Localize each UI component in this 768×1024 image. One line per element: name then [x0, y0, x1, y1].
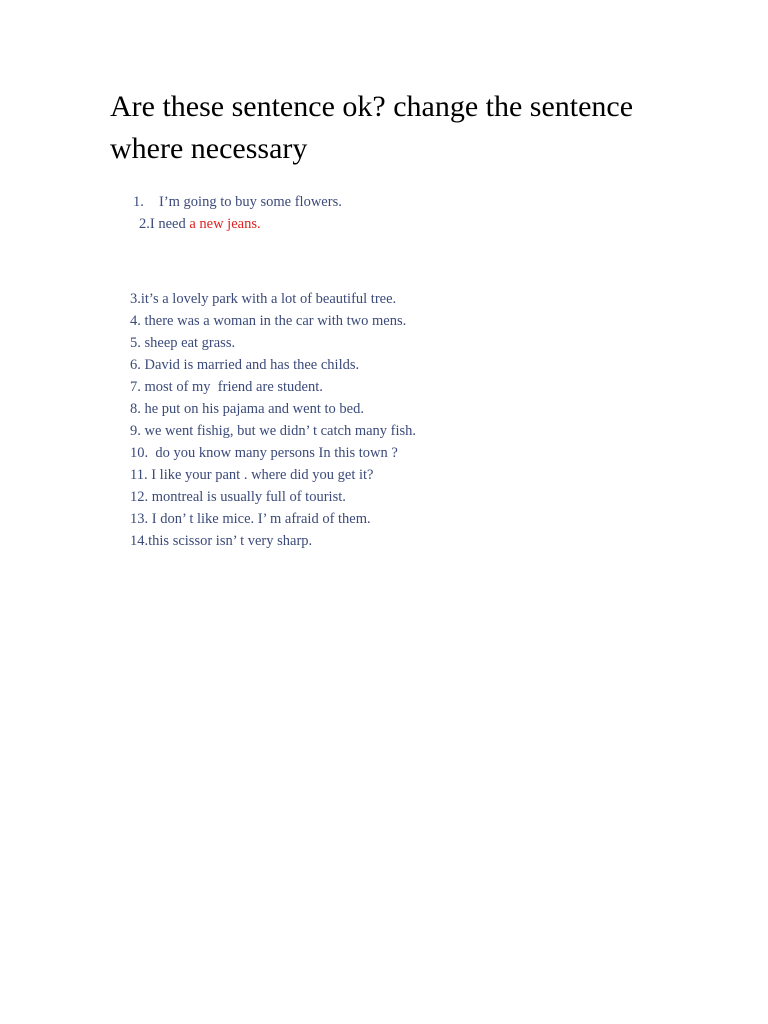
item-text: I’m going to buy some flowers.: [159, 194, 342, 210]
list-item: 4. there was a woman in the car with two mens.: [130, 313, 407, 329]
list-item: 11. I like your pant . where did you get it?: [130, 467, 374, 483]
item-text: 2.I need: [139, 216, 190, 232]
list-item: [133, 193, 342, 211]
list-item: 14.this scissor isn’ t very sharp.: [130, 533, 313, 549]
sentence-list: [130, 288, 416, 552]
list-item: 5. sheep eat grass.: [130, 335, 236, 351]
list-item: 13. I don’ t like mice. I’ m afraid of them.: [130, 511, 371, 527]
list-item: 8. he put on his pajama and went to bed.: [130, 401, 364, 417]
list-item: [139, 215, 261, 233]
item-number: 1.: [133, 194, 144, 210]
list-item: 9. we went fishig, but we didn’ t catch many fish.: [130, 423, 417, 439]
list-item: 3.it’s a lovely park with a lot of beautiful tree.: [130, 291, 397, 307]
page-title: Are these sentence ok? change the sentence where necessary: [110, 90, 634, 165]
list-item: 6. David is married and has thee childs.: [130, 357, 360, 373]
list-item: 7. most of my friend are student.: [130, 379, 323, 395]
highlighted-text: a new jeans.: [189, 216, 261, 232]
list-item: 10. do you know many persons In this town ?: [130, 445, 398, 461]
list-item: 12. montreal is usually full of tourist.: [130, 489, 346, 505]
